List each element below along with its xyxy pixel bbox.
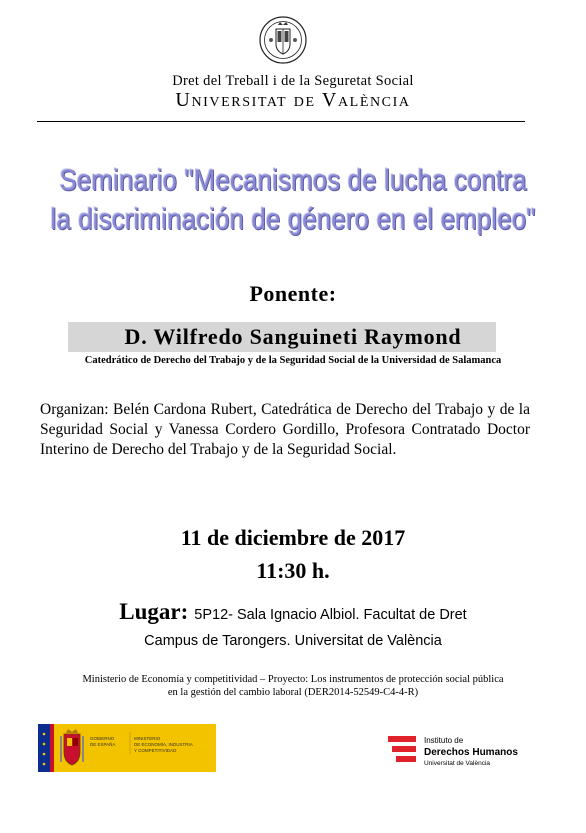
gobierno-espana-logo (38, 724, 216, 772)
seminar-title-line-2: la discriminación de género en el empleo" (50, 203, 536, 236)
speaker-role: Catedrático de Derecho del Trabajo y de la Seguridad Social de la Universidad de Salamanca (84, 355, 502, 366)
place-room: 5P12- Sala Ignacio Albiol. Facultat de Dret (194, 607, 467, 623)
idh-sub-text: Universitat de València (424, 760, 490, 767)
place-label: Lugar: (119, 599, 189, 624)
derechos-humanos-logo (388, 734, 528, 770)
event-time: 11:30 h. (256, 558, 330, 583)
event-date: 11 de diciembre de 2017 (180, 525, 406, 550)
place-campus: Campus de Tarongers. Universitat de València (144, 633, 442, 649)
seminar-title-line-1: Seminario "Mecanismos de lucha contra (59, 164, 527, 197)
funding-line-2: en la gestión del cambio laboral (DER2014-52549-C4-4-R) (167, 687, 419, 698)
funding-line-1: Ministerio de Economía y competitividad – Proyecto: Los instrumentos de protección social pública (82, 674, 504, 685)
speaker-label: Ponente: (249, 281, 337, 306)
organizers-paragraph: Organizan: Belén Cardona Rubert, Catedrática de Derecho del Trabajo y de la Seguridad Social y Vanessa Cordero Gordillo, Profesora Contratado Doctor Interino de Derecho del Trabajo y de la Seguridad Social. (40, 401, 530, 458)
funding-note (0, 673, 586, 699)
idh-main-text: Derechos Humanos (424, 747, 518, 758)
university-name: Universitat de València (175, 89, 411, 111)
department-name: Dret del Treball i de la Seguretat Social (172, 73, 414, 89)
header-divider (37, 121, 525, 122)
idh-top-text: Instituto de (424, 736, 464, 745)
gov-left-text: GOBIERNO DE ESPAÑA (90, 736, 116, 747)
event-place (0, 599, 586, 625)
speaker-name: D. Wilfredo Sanguineti Raymond (124, 324, 462, 349)
gov-right-text: MINISTERIO DE ECONOMÍA, INDUSTRIA Y COMPETITIVIDAD (134, 736, 193, 753)
university-seal-icon (258, 14, 308, 66)
